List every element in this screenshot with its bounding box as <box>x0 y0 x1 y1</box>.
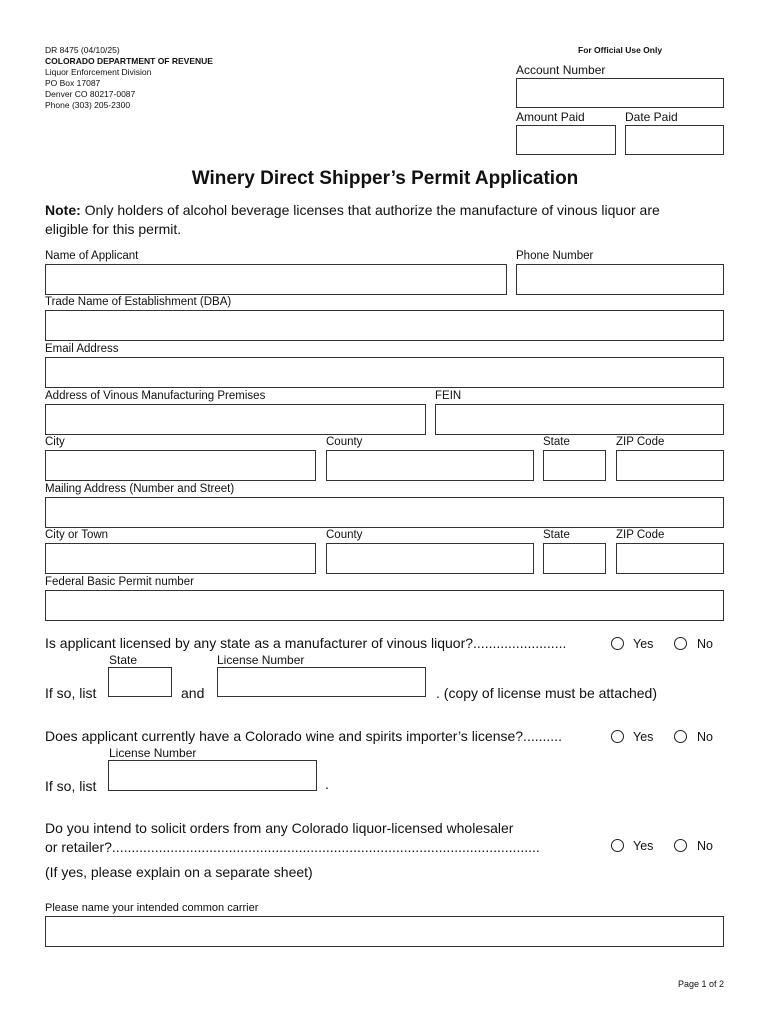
q1-license-number-label: License Number <box>217 653 305 667</box>
q1-if-so-list: If so, list <box>45 685 97 701</box>
q1-no-radio[interactable] <box>674 637 687 650</box>
q2-yes-radio[interactable] <box>611 730 624 743</box>
note-label: Note: <box>45 202 81 218</box>
mailing-state-label: State <box>543 529 570 541</box>
q3-yes-radio[interactable] <box>611 839 624 852</box>
question-solicit-orders-line2: or retailer?.............................................................................................................. <box>45 839 540 855</box>
q1-state-field[interactable] <box>108 667 172 697</box>
q3-no-label: No <box>697 839 713 853</box>
county-label: County <box>326 436 363 448</box>
zip-field[interactable] <box>616 450 724 481</box>
question-solicit-orders-line1: Do you intend to solicit orders from any Colorado liquor-licensed wholesaler <box>45 820 514 836</box>
mailing-state-field[interactable] <box>543 543 606 574</box>
mailing-address-field[interactable] <box>45 497 724 528</box>
phone-number-field[interactable] <box>516 264 724 295</box>
q1-yes-label: Yes <box>633 637 654 651</box>
phone-number-label: Phone Number <box>516 250 594 262</box>
fein-label: FEIN <box>435 390 462 402</box>
mailing-county-field[interactable] <box>326 543 534 574</box>
q1-license-number-field[interactable] <box>217 667 426 697</box>
q2-yes-label: Yes <box>633 730 654 744</box>
phone-line: Phone (303) 205-2300 <box>45 100 131 110</box>
q1-state-label: State <box>109 653 138 667</box>
zip-label: ZIP Code <box>616 436 665 448</box>
q1-no-label: No <box>697 637 713 651</box>
city-line: Denver CO 80217-0087 <box>45 89 136 99</box>
note-text-2: eligible for this permit. <box>45 221 182 237</box>
department-name: COLORADO DEPARTMENT OF REVENUE <box>45 56 213 66</box>
account-number-label: Account Number <box>516 63 606 77</box>
mailing-address-label: Mailing Address (Number and Street) <box>45 483 235 495</box>
q2-if-so-list: If so, list <box>45 778 97 794</box>
fein-field[interactable] <box>435 404 724 435</box>
mailing-zip-field[interactable] <box>616 543 724 574</box>
q3-yes-label: Yes <box>633 839 654 853</box>
federal-permit-field[interactable] <box>45 590 724 621</box>
q3-explain-note: (If yes, please explain on a separate sheet) <box>45 864 313 880</box>
q1-yes-radio[interactable] <box>611 637 624 650</box>
amount-paid-label: Amount Paid <box>516 110 585 124</box>
state-label: State <box>543 436 570 448</box>
question-importer-license: Does applicant currently have a Colorado wine and spirits importer’s license?.......... <box>45 728 562 744</box>
email-field[interactable] <box>45 357 724 388</box>
city-label: City <box>45 436 65 448</box>
county-field[interactable] <box>326 450 534 481</box>
q1-and-text: and <box>181 685 205 701</box>
trade-name-field[interactable] <box>45 310 724 341</box>
page-number: Page 1 of 2 <box>678 979 725 989</box>
q3-no-radio[interactable] <box>674 839 687 852</box>
mailing-zip-label: ZIP Code <box>616 529 665 541</box>
name-of-applicant-field[interactable] <box>45 264 507 295</box>
premises-address-field[interactable] <box>45 404 426 435</box>
q2-no-radio[interactable] <box>674 730 687 743</box>
po-box: PO Box 17087 <box>45 78 101 88</box>
official-use-heading: For Official Use Only <box>578 45 663 55</box>
common-carrier-label: Please name your intended common carrier <box>45 902 259 914</box>
date-paid-field[interactable] <box>625 125 724 155</box>
account-number-field[interactable] <box>516 78 724 108</box>
q2-license-number-field[interactable] <box>108 760 317 791</box>
header-block <box>45 45 213 111</box>
name-of-applicant-label: Name of Applicant <box>45 250 139 262</box>
federal-permit-label: Federal Basic Permit number <box>45 576 194 588</box>
email-label: Email Address <box>45 343 119 355</box>
city-or-town-label: City or Town <box>45 529 109 541</box>
page-title: Winery Direct Shipper’s Permit Application <box>191 168 579 189</box>
premises-address-label: Address of Vinous Manufacturing Premises <box>45 390 266 402</box>
state-field[interactable] <box>543 450 606 481</box>
question-manufacturer-license: Is applicant licensed by any state as a manufacturer of vinous liquor?........................ <box>45 635 567 651</box>
q2-no-label: No <box>697 730 713 744</box>
city-or-town-field[interactable] <box>45 543 316 574</box>
trade-name-label: Trade Name of Establishment (DBA) <box>45 296 232 308</box>
mailing-county-label: County <box>326 529 363 541</box>
q2-license-number-label: License Number <box>109 746 197 760</box>
q2-period: . <box>325 776 329 792</box>
city-field[interactable] <box>45 450 316 481</box>
date-paid-label: Date Paid <box>625 110 678 124</box>
form-id: DR 8475 (04/10/25) <box>45 45 120 55</box>
note-text-1: Only holders of alcohol beverage licenses that authorize the manufacture of vinous liquor are <box>80 202 660 218</box>
eligibility-note <box>45 201 660 239</box>
division-name: Liquor Enforcement Division <box>45 67 152 77</box>
amount-paid-field[interactable] <box>516 125 616 155</box>
common-carrier-field[interactable] <box>45 916 724 947</box>
q1-copy-note: . (copy of license must be attached) <box>436 685 657 701</box>
